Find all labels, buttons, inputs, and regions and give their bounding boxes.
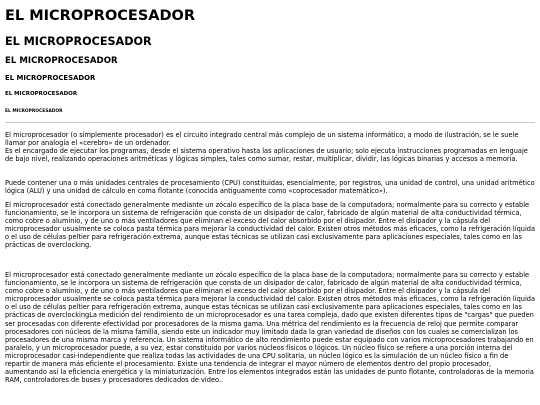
- heading-level-1: EL MICROPROCESADOR: [5, 8, 196, 24]
- paragraph-components: Puede contener una o más unidades centrales de procesamiento (CPU) constituidas, esencialmente, por registros, una unidad de control, una unidad aritmético lógica (ALU) y una unidad de cálculo en coma flotante (conocida antiguamente como «coprocesador matemático»).: [5, 179, 535, 196]
- heading-level-5: EL MICROPROCESADOR: [5, 91, 78, 97]
- horizontal-rule: [5, 122, 535, 123]
- heading-level-6: EL MICROPROCESADOR: [5, 109, 63, 114]
- paragraph-definition: [5, 131, 535, 163]
- paragraph-definition-line-2: Es el encargado de ejecutar los programas, desde el sistema operativo hasta las aplicaciones de usuario; solo ejecuta instrucciones programadas en lenguaje de bajo nivel, realizando operaciones aritméticas y lógicas simples, tales como sumar, restar, multiplicar, dividir, las lógicas binarias y accesos a memoria.: [5, 147, 528, 164]
- paragraph-definition-line-1: El microprocesador (o simplemente procesador) es el circuito integrado central más complejo de un sistema informático; a modo de ilustración, se le suele llamar por analogía el «cerebro» de un ordenador.: [5, 131, 519, 148]
- heading-level-2: EL MICROPROCESADOR: [5, 35, 152, 48]
- heading-level-3: EL MICROPROCESADOR: [5, 56, 118, 66]
- paragraph-performance: El microprocesador está conectado generalmente mediante un zócalo específico de la placa base de la computadora; normalmente para su correcto y estable funcionamiento, se le incorpora un sistema de refrigeración que consta de un disipador de calor, fabricado de algún material de alta conductividad térmica, como cobre o aluminio, y de uno o más ventiladores que eliminan el exceso del calor absorbido por el disipador. Entre el disipador y la cápsula del microprocesador usualmente se coloca pasta térmica para mejorar la conductividad del calor. Existen otros métodos más eficaces, como la refrigeración líquida o el uso de células peltier para refrigeración extrema, aunque estas técnicas se utilizan casi exclusivamente para aplicaciones especiales, tales como en las prácticas de overclockingLa medición del rendimiento de un microprocesador es una tarea compleja, dado que existen diferentes tipos de "cargas" que pueden ser procesadas con diferente efectividad por procesadores de la misma gama. Una métrica del rendimiento es la frecuencia de reloj que permite comparar procesadores con núcleos de la misma familia, siendo este un indicador muy limitado dada la gran variedad de diseños con los cuales se comercializan los procesadores de una misma marca y referencia. Un sistema informático de alto rendimiento puede estar equipado con varios microprocesadores trabajando en paralelo, y un microprocesador puede, a su vez, estar constituido por varios núcleos físicos o lógicos. Un núcleo físico se refiere a una porción interna del microprocesador casi-independiente que realiza todas las actividades de una CPU solitaria, un núcleo lógico es la simulación de un núcleo físico a fin de repartir de manera más eficiente el procesamiento. Existe una tendencia de integrar el mayor número de elementos dentro del propio procesador, aumentando así la eficiencia energética y la miniaturización. Entre los elementos integrados están las unidades de punto flotante, controladoras de la memoria RAM, controladores de buses y procesadores dedicados de vídeo..: [5, 271, 536, 385]
- paragraph-cooling: El microprocesador está conectado generalmente mediante un zócalo específico de la placa base de la computadora; normalmente para su correcto y estable funcionamiento, se le incorpora un sistema de refrigeración que consta de un disipador de calor, fabricado de algún material de alta conductividad térmica, como cobre o aluminio, y de uno o más ventiladores que eliminan el exceso del calor absorbido por el disipador. Entre el disipador y la cápsula del microprocesador usualmente se coloca pasta térmica para mejorar la conductividad del calor. Existen otros métodos más eficaces, como la refrigeración líquida o el uso de células peltier para refrigeración extrema, aunque estas técnicas se utilizan casi exclusivamente para aplicaciones especiales, tales como en las prácticas de overclocking.: [5, 201, 536, 250]
- heading-level-4: EL MICROPROCESADOR: [5, 74, 96, 82]
